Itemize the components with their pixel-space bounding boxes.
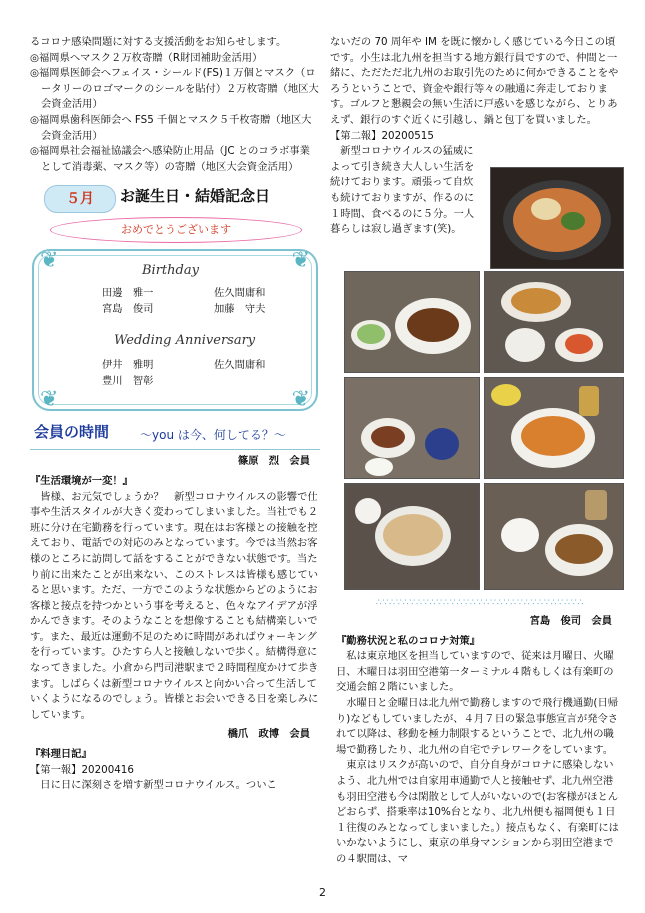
donation-item: ◎福岡県歯科医師会へ FS5 千個とマスク５千枚寄贈（地区大会資金活用）: [30, 113, 312, 142]
donation-item: ◎福岡県医師会へフェイス・シールド(FS)１万個とマスク（ロータリーのロゴマークのシールを貼付）２万枚寄贈（地区大会資金活用）: [30, 67, 319, 111]
flourish-icon: ❦: [291, 386, 310, 412]
food-photo: [344, 271, 480, 373]
congrats-banner: おめでとうございます: [50, 217, 302, 243]
section-title: 『生活環境が一変！』: [30, 474, 133, 487]
section-paragraph: 水曜日と金曜日は北九州で勤務しますので飛行機通勤(日帰り)などもしていましたが、４月７日の緊急事態宣言が発令されて以降は、移動を極力制限するということで、北九州の職場で勤務したり、北九州の自宅でテレワークをしています。: [336, 696, 619, 756]
hotpot-photo: [490, 167, 624, 269]
section-paragraph: 東京はリスクが高いので、自分自身がコロナに感染しないよう、北九州では自家用車通勤で人と接触せず、北九州空港も羽田空港も今は閑散として人がいないので(お客様がほとんどおらず、搭乗率は10%台となり、北九州便も福岡便も１日１往復のみとなってしまいました。）接点もなく、有楽町にはいかないようにし、東京の単身マンションから羽田空港までの４駅間は、マ: [336, 759, 619, 865]
section-divider: ∴∵∴∵∴∵∴∵∴∵∴∵∴∵∴∵∴∵∴∵∴∵∴∵∴∵∴∵∴∵∴: [375, 598, 585, 608]
flourish-icon: ❦: [40, 386, 59, 412]
report-label: 【第一報】20200416: [30, 763, 134, 776]
birthday-name: 宮島 俊司: [102, 303, 154, 316]
page-number: 2: [319, 886, 326, 899]
donation-list: [30, 51, 320, 176]
food-photo: [484, 271, 624, 373]
food-photo: [344, 377, 480, 479]
left-column: [30, 35, 320, 794]
anniversary-name: 豊川 智彰: [102, 375, 154, 388]
birthday-heading: お誕生日・結婚記念日: [120, 187, 271, 206]
section-title: 『料理日記』: [30, 748, 92, 761]
author-byline: 橋爪 政博 会員: [227, 728, 310, 741]
month-badge: ５月: [44, 185, 116, 213]
section-paragraph: 私は東京地区を担当していますので、従来は月曜日、火曜日、木曜日は羽田空港第一ターミナル４階もしくは有楽町の交通会館２階にいました。: [336, 650, 614, 694]
flourish-icon: ❦: [40, 248, 59, 274]
birthday-script: Birthday: [142, 263, 199, 279]
birthday-header: [30, 183, 320, 217]
report-body: 日に日に深刻さを増す新型コロナウイルス。ついこ: [40, 779, 277, 792]
member-time-header: [30, 421, 320, 450]
birthday-frame: [32, 249, 318, 411]
flourish-icon: ❦: [291, 248, 310, 274]
member-time-title: 会員の時間: [34, 423, 110, 442]
author-byline: 宮島 俊司 会員: [529, 615, 612, 627]
right-lower-column: [336, 610, 622, 868]
birthday-name: 佐久間庸和: [214, 287, 266, 300]
report-body: 新型コロナウイルスの猛威によって引き続き大人しい生活を続けております。頑張って自炊も続けておりますが、作るのに１時間、食べるのに５分。一人暮らしは寂し過ぎます(笑)。: [330, 145, 475, 236]
food-photo: [484, 377, 624, 479]
anniversary-name: 佐久間庸和: [214, 359, 266, 372]
anniversary-script: Wedding Anniversary: [114, 333, 256, 349]
food-photo: [484, 483, 624, 590]
author-byline: 篠原 烈 会員: [237, 455, 310, 468]
birthday-name: 加藤 守夫: [214, 303, 266, 316]
anniversary-name: 伊井 雅明: [102, 359, 154, 372]
food-photo: [344, 483, 480, 590]
birthday-name: 田邊 雅一: [102, 287, 154, 300]
donation-item: ◎福岡県社会福祉協議会へ感染防止用品（JC とのコラボ事業として消毒薬、マスク等）の寄贈（地区大会資金活用）: [30, 145, 310, 173]
donation-item: ◎福岡県へマスク２万枚寄贈（R財団補助金活用）: [30, 51, 263, 64]
report-body: ないだの 70 周年や IM を既に懐かしく感じている今日この頃です。小生は北九州を担当する地方銀行員ですので、仲間と一緒に、ただただ北九州のお取引先のために何かできることをやろうということで、資金や銀行等々の融通に奔走しております。ゴルフと懇親会の無い生活に戸惑いを感じながら、とりあえず、銀行のすぐ近くに引越し、鍋と包丁を買いました。: [330, 36, 619, 126]
section-title: 『勤務状況と私のコロナ対策』: [336, 634, 481, 647]
member-time-subtitle: 〜you は今、何してる？〜: [140, 428, 286, 443]
intro-text: るコロナ感染問題に対する支援活動をお知らせします。: [30, 36, 287, 48]
section-body: 皆様、お元気でしょうか？ 新型コロナウイルスの影響で仕事や生活スタイルが大きく変わってしまいました。当社でも２班に分け在宅勤務を行っています。現在はお客様との接触を控えており、電話での対応のみとなっています。今では当然お客様のところに訪問して話をすることができない状態です。当たり前に出来たことが出来ない、このストレスは皆様も感じていると思います。ただ、一方でこのような状態からどのようにお客様と接点を持つかという事を考えると、色々なアイデアが浮かんできます。そのようなことを想像することも結構楽しいです。また、最近は運動不足のために時間があればウォーキングを行っています。ひたすら人と接触しないで歩く。結構得意になってきました。小倉から門司港駅まで２時間程度かけて歩きます。しばらくは新型コロナウイルスと向かい合って生活していくようになるのでしょう。皆様とお会いできる日を楽しみにしています。: [30, 490, 319, 721]
report-label: 【第二報】20200515: [330, 129, 434, 142]
